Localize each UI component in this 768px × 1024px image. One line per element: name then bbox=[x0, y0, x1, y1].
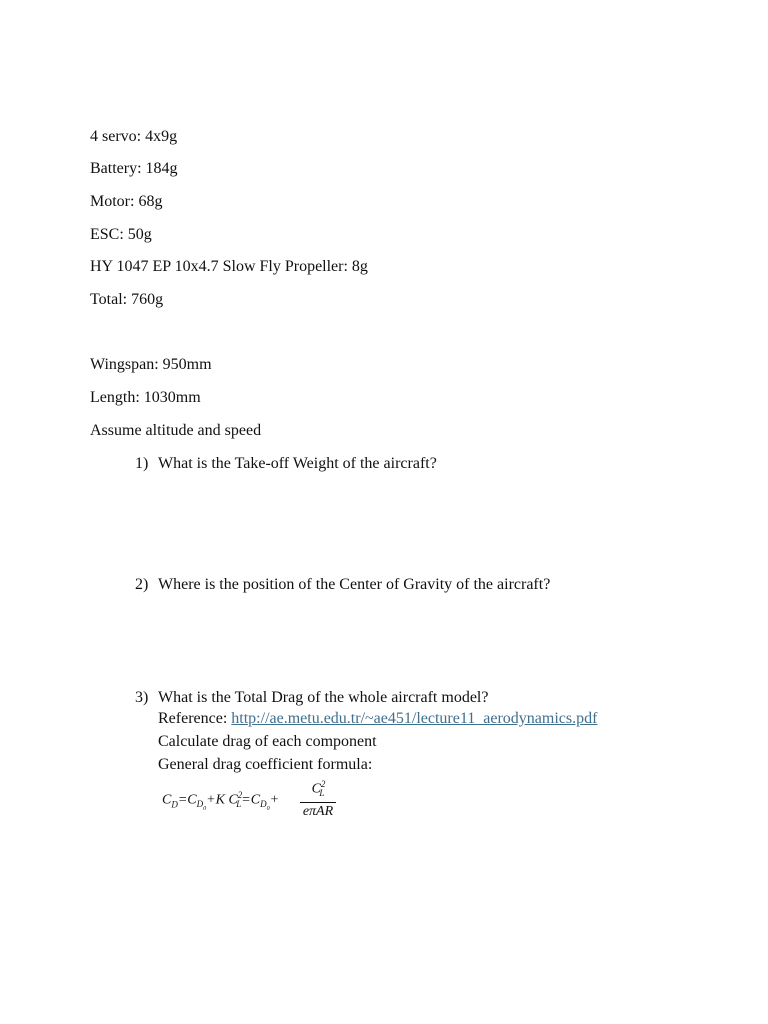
question-3-text: What is the Total Drag of the whole aircraft model? bbox=[158, 689, 489, 706]
formula-fraction bbox=[300, 776, 336, 821]
question-3-number: 3) bbox=[135, 689, 149, 706]
question-1-text: What is the Take-off Weight of the aircraft? bbox=[158, 455, 437, 472]
spec-motor: Motor: 68g bbox=[90, 193, 163, 210]
formula-numerator: $C^2_L$ bbox=[300, 776, 336, 803]
spec-esc: ESC: 50g bbox=[90, 226, 152, 243]
reference-link[interactable]: http://ae.metu.edu.tr/~ae451/lecture11_aerodynamics.pdf bbox=[231, 710, 598, 727]
reference-line bbox=[158, 709, 597, 729]
dimension-wingspan: Wingspan: 950mm bbox=[90, 356, 212, 373]
reference-label: Reference: bbox=[158, 710, 232, 727]
question-2-text: Where is the position of the Center of Gravity of the aircraft? bbox=[158, 576, 551, 593]
calculate-drag-line: Calculate drag of each component bbox=[158, 733, 377, 750]
question-2-number: 2) bbox=[135, 576, 149, 593]
spec-total: Total: 760g bbox=[90, 291, 164, 308]
dimension-length: Length: 1030mm bbox=[90, 389, 201, 406]
spec-servo: 4 servo: 4x9g bbox=[90, 128, 178, 145]
spec-propeller: HY 1047 EP 10x4.7 Slow Fly Propeller: 8g bbox=[90, 258, 368, 275]
formula-left-side: $C_D=C_{D_0}+K$ $C^2_L=C_{D_0}+$ bbox=[162, 790, 280, 813]
formula-denominator: eπAR bbox=[302, 804, 334, 820]
assumption-text: Assume altitude and speed bbox=[90, 422, 262, 439]
drag-coefficient-formula bbox=[162, 776, 362, 820]
question-1-number: 1) bbox=[135, 455, 149, 472]
formula-intro-line: General drag coefficient formula: bbox=[158, 756, 373, 773]
spec-battery: Battery: 184g bbox=[90, 160, 178, 177]
